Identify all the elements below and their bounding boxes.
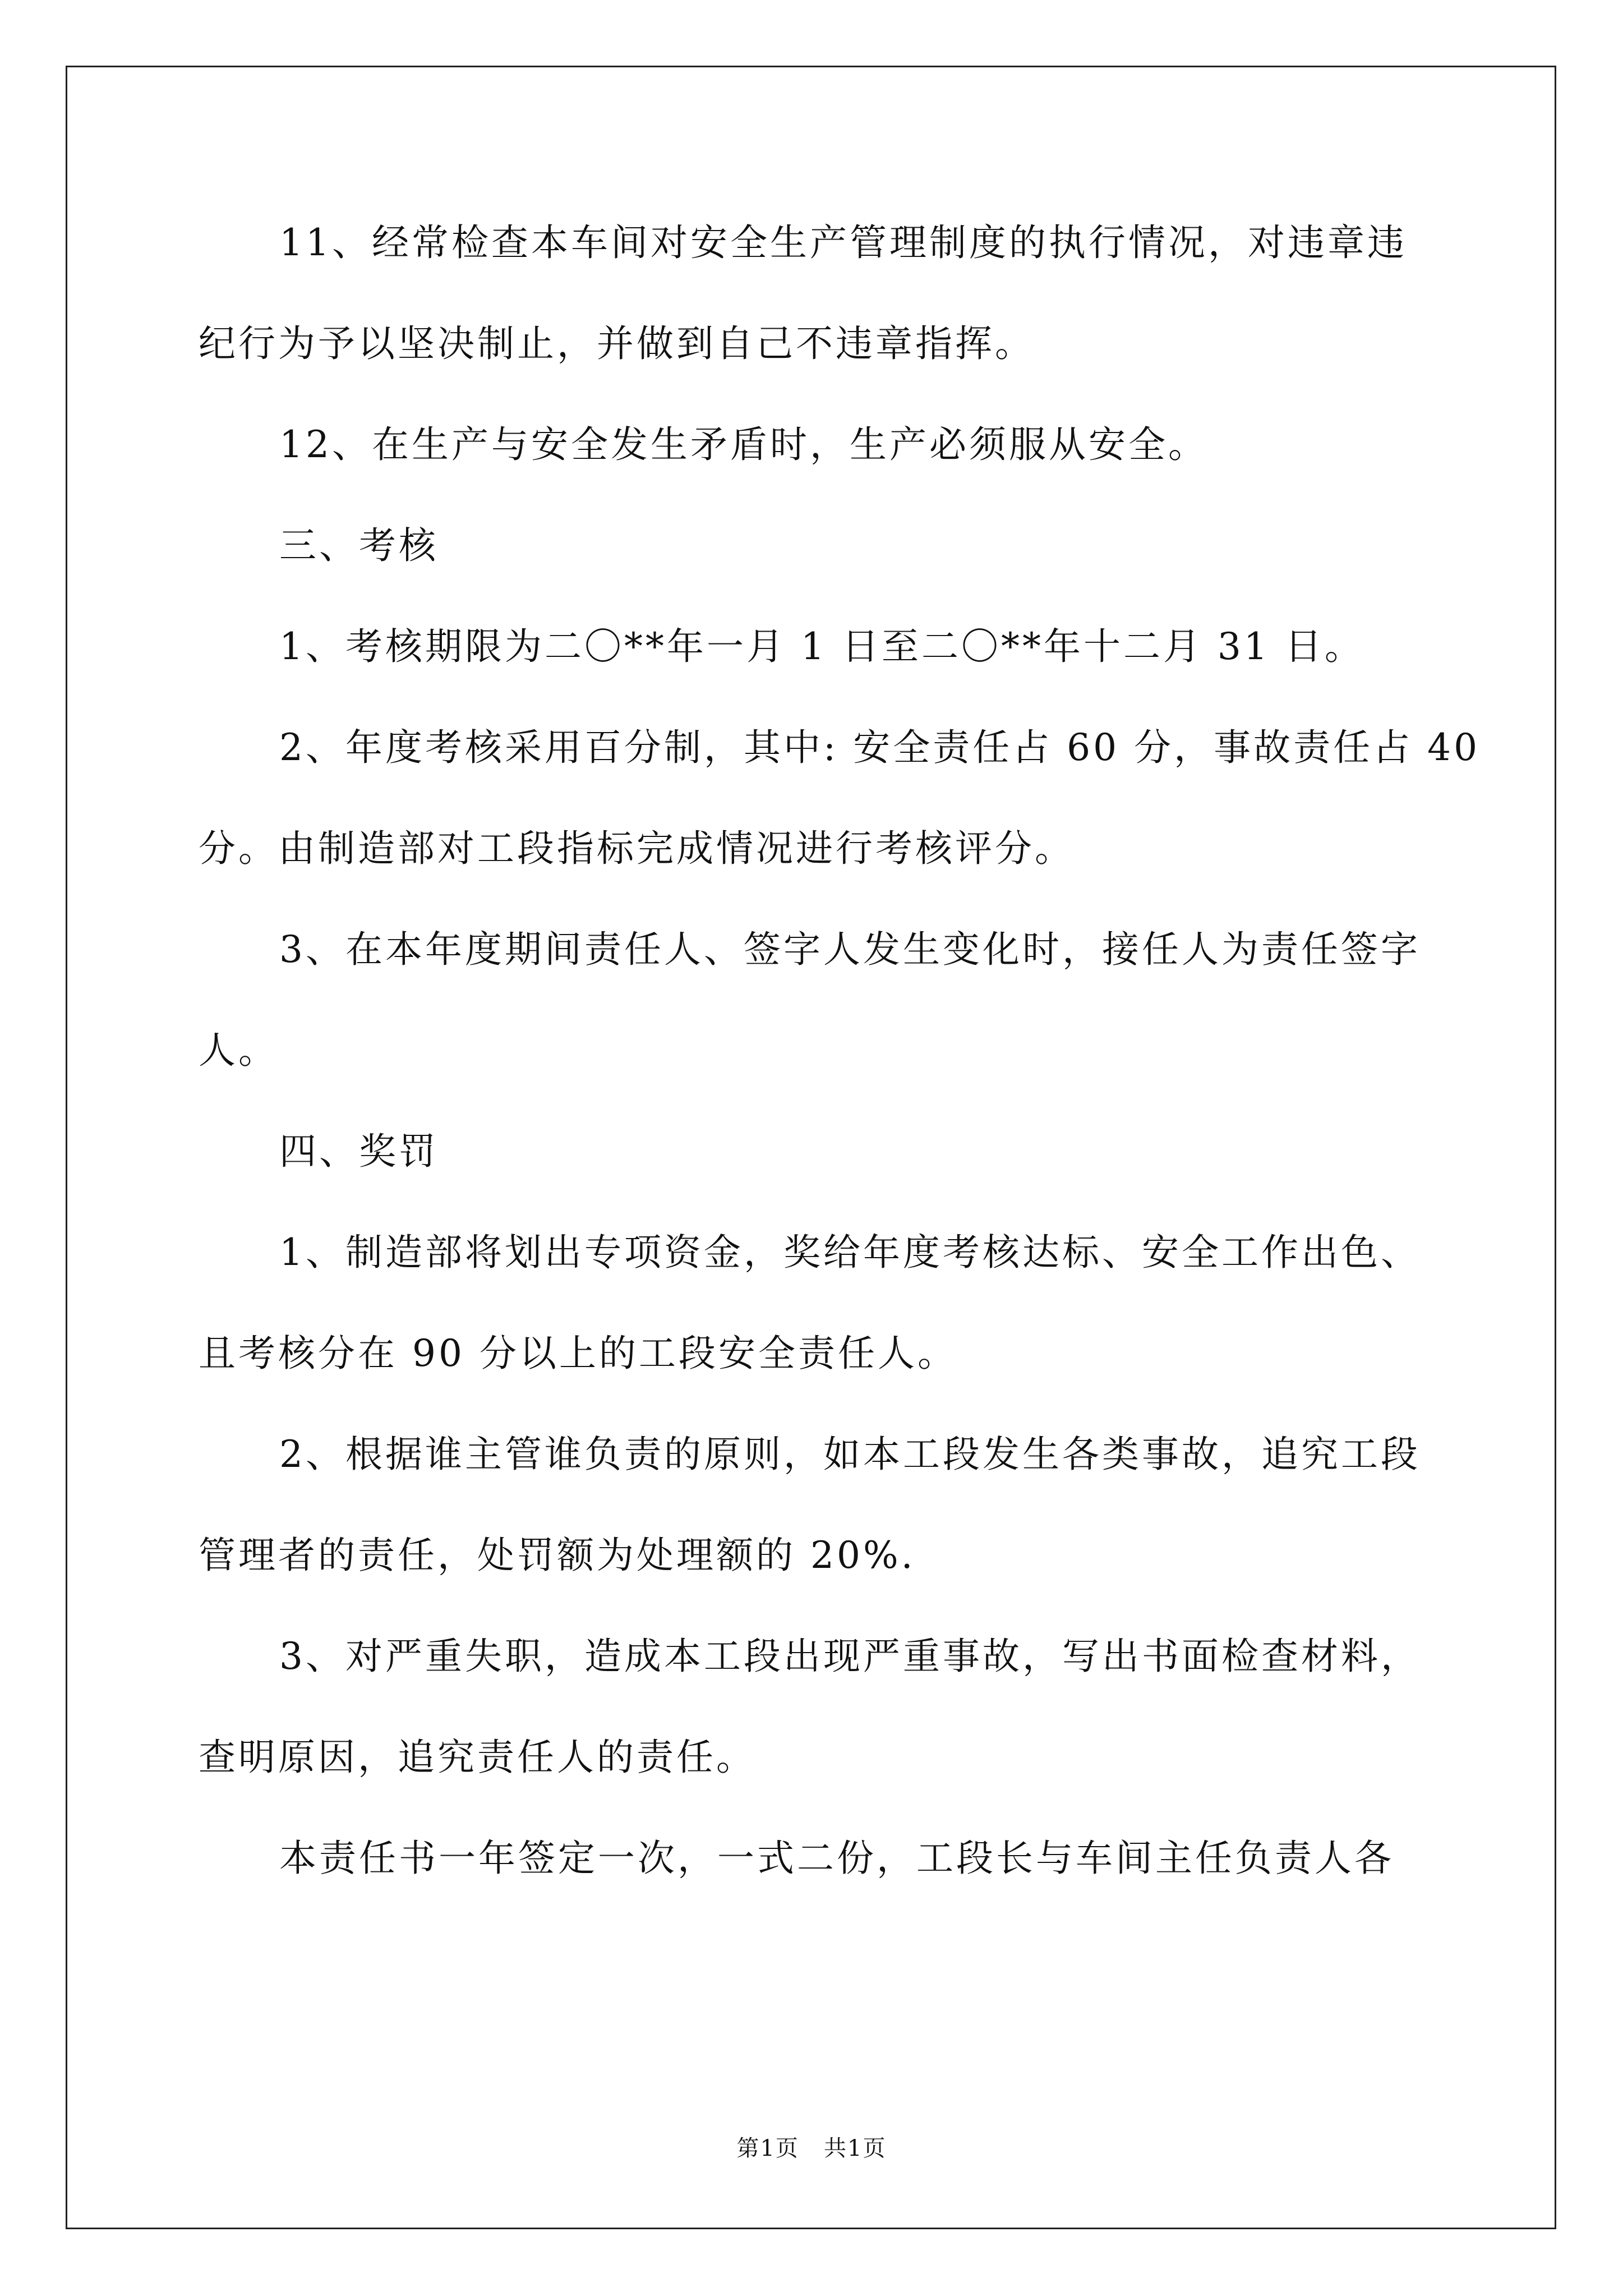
section-heading-rewards: 四、奖罚 — [279, 1130, 439, 1173]
paragraph-11-line-2: 纪行为予以坚决制止，并做到自己不违章指挥。 — [199, 322, 1035, 365]
assessment-item-3-line-1: 3、在本年度期间责任人、签字人发生变化时，接任人为责任签字 — [279, 928, 1421, 971]
paragraph-12: 12、在生产与安全发生矛盾时，生产必须服从安全。 — [279, 423, 1208, 466]
section-heading-assessment: 三、考核 — [279, 524, 439, 567]
paragraph-11-line-1: 11、经常检查本车间对安全生产管理制度的执行情况，对违章违 — [279, 221, 1407, 264]
assessment-item-1: 1、考核期限为二〇**年一月 1 日至二〇**年十二月 31 日。 — [279, 625, 1364, 668]
reward-item-3-line-2: 查明原因，追究责任人的责任。 — [199, 1736, 756, 1779]
page-footer: 第1页 共1页 — [736, 2136, 887, 2161]
reward-item-1-line-2: 且考核分在 90 分以上的工段安全责任人。 — [199, 1332, 957, 1375]
assessment-item-2-line-1: 2、年度考核采用百分制，其中: 安全责任占 60 分，事故责任占 40 — [279, 726, 1481, 769]
closing-paragraph: 本责任书一年签定一次，一式二份，工段长与车间主任负责人各 — [279, 1837, 1394, 1880]
reward-item-2-line-2: 管理者的责任，处罚额为处理额的 20%. — [199, 1534, 916, 1577]
reward-item-3-line-1: 3、对严重失职，造成本工段出现严重事故，写出书面检查材料， — [279, 1635, 1421, 1678]
assessment-item-2-line-2: 分。由制造部对工段指标完成情况进行考核评分。 — [199, 827, 1075, 870]
reward-item-2-line-1: 2、根据谁主管谁负责的原则，如本工段发生各类事故，追究工段 — [279, 1433, 1421, 1476]
reward-item-1-line-1: 1、制造部将划出专项资金，奖给年度考核达标、安全工作出色、 — [279, 1231, 1421, 1274]
assessment-item-3-line-2: 人。 — [199, 1029, 278, 1072]
